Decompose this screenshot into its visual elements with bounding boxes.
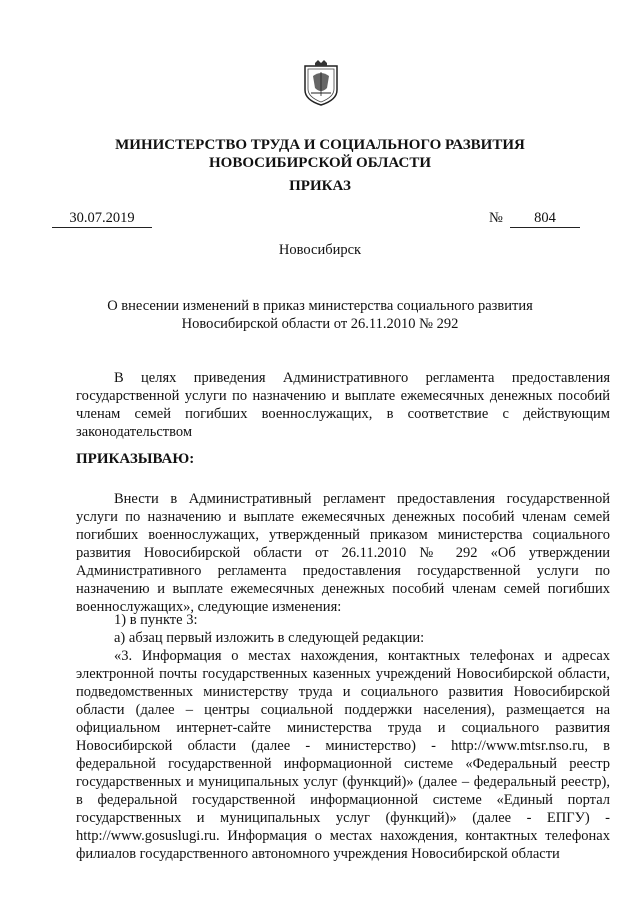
quoted-paragraph: «3. Информация о местах нахождения, контактных телефонах и адресах электронной почты государственных казенных учреждений Новосибирской области, подведомственных министерству труда и социального развития Новосибирской области (далее – центры социальной поддержки населения), размещается на официальном интернет-сайте министерства труда и социального развития Новосибирской области (далее - министерство) - http://www.mtsr.nso.ru, в федеральной государственной информационной системе «Федеральный реестр государственных и муниципальных услуг (функций)» (далее – федеральный реестр), в федеральной государственной информационной системе «Единый портал государственных и муниципальных услуг (функций)» (далее - ЕПГУ) - http://www.gosuslugi.ru. Информация о местах нахождения, контактных телефонах филиалов государственного автономного учреждения Новосибирской области bbox=[76, 648, 610, 862]
subject-line-1: О внесении изменений в приказ министерства социального развития bbox=[107, 298, 533, 314]
ministry-name bbox=[0, 136, 640, 172]
subject-line-2: Новосибирской области от 26.11.2010 № 292 bbox=[181, 316, 459, 332]
coat-of-arms-icon bbox=[303, 60, 339, 106]
order-date: 30.07.2019 bbox=[52, 210, 152, 228]
document-type: ПРИКАЗ bbox=[289, 178, 351, 194]
ministry-line-2: НОВОСИБИРСКОЙ ОБЛАСТИ bbox=[208, 155, 432, 171]
order-number: 804 bbox=[510, 210, 580, 228]
order-subject bbox=[0, 297, 640, 333]
order-word: ПРИКАЗЫВАЮ: bbox=[76, 451, 195, 467]
main-paragraph: Внести в Административный регламент предоставления государственной услуги по назначению и выплате ежемесячных денежных пособий членам семей погибших военнослужащих, утвержденный приказом министерства социального развития Новосибирской области от 26.11.2010 № 292 «Об утверждении Административного регламента предоставления государственной услуги по назначению и выплате ежемесячных денежных пособий членам семей погибших военнослужащих», следующие изменения: bbox=[76, 491, 610, 615]
item-1: 1) в пункте 3: bbox=[114, 612, 198, 628]
item-1a: а) абзац первый изложить в следующей редакции: bbox=[114, 630, 425, 646]
city: Новосибирск bbox=[278, 242, 362, 258]
number-sign: № bbox=[489, 210, 503, 226]
preamble-paragraph: В целях приведения Административного регламента предоставления государственной услуги по назначению и выплате ежемесячных денежных пособий членам семей погибших военнослужащих, в соответствие с действующим законодательством bbox=[76, 370, 610, 440]
ministry-line-1: МИНИСТЕРСТВО ТРУДА И СОЦИАЛЬНОГО РАЗВИТИЯ bbox=[115, 137, 525, 153]
